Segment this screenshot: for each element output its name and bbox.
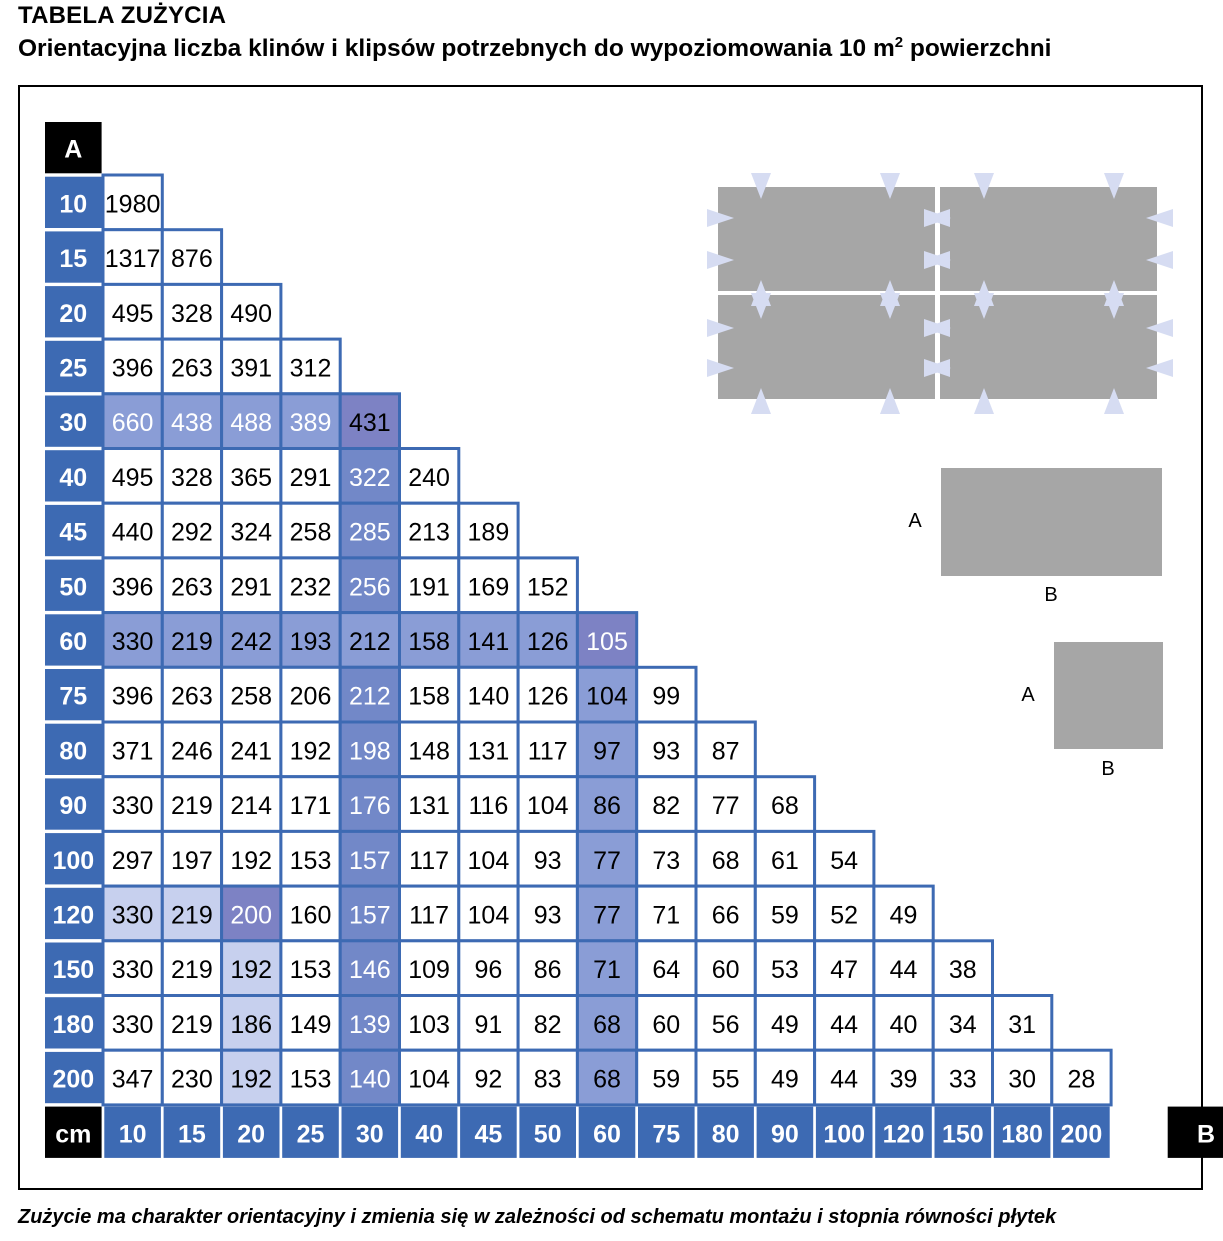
- column-header-label: 25: [296, 1120, 325, 1149]
- data-value: 86: [593, 792, 621, 821]
- data-value: 139: [348, 1010, 391, 1039]
- column-header-label: 40: [415, 1120, 444, 1149]
- column-header-label: 100: [823, 1120, 866, 1149]
- diagram-label-a: A: [908, 510, 922, 532]
- subtitle-main: Orientacyjna liczba klinów i klipsów potrzebnych do wypoziomowania 10 m: [18, 35, 895, 63]
- data-value: 44: [889, 956, 918, 985]
- data-value: 153: [289, 846, 332, 875]
- data-value: 87: [711, 737, 740, 766]
- row-header-label: 15: [59, 245, 88, 274]
- data-value: 104: [467, 846, 510, 875]
- data-value: 55: [711, 1065, 740, 1094]
- data-value: 44: [830, 1010, 859, 1039]
- data-value: 40: [889, 1010, 918, 1039]
- data-value: 312: [289, 354, 332, 383]
- column-header-label: 15: [177, 1120, 206, 1149]
- data-value: 68: [593, 1065, 621, 1094]
- data-value: 97: [593, 737, 621, 766]
- data-value: 157: [348, 846, 391, 875]
- data-value: 219: [171, 792, 213, 821]
- data-value: 438: [171, 409, 213, 438]
- row-header-label: 75: [59, 682, 88, 711]
- data-value: 109: [408, 956, 450, 985]
- tile: [940, 187, 1157, 291]
- data-value: 330: [111, 956, 154, 985]
- data-value: 328: [171, 299, 213, 328]
- row-header-label: 40: [59, 463, 88, 492]
- data-value: 61: [770, 846, 799, 875]
- data-value: 140: [348, 1065, 391, 1094]
- data-value: 371: [111, 737, 154, 766]
- row-header-label: 20: [59, 299, 88, 328]
- data-value: 347: [111, 1065, 154, 1094]
- data-value: 396: [111, 354, 154, 383]
- data-value: 140: [467, 682, 510, 711]
- data-value: 488: [230, 409, 273, 438]
- column-header-label: 180: [1001, 1120, 1043, 1149]
- data-value: 230: [171, 1065, 213, 1094]
- column-header-label: 20: [237, 1120, 266, 1149]
- data-value: 117: [409, 846, 450, 875]
- data-value: 59: [652, 1065, 681, 1094]
- row-header-label: 120: [52, 901, 95, 930]
- tile-diagram: [707, 173, 1173, 780]
- data-value: 71: [652, 901, 681, 930]
- data-value: 66: [711, 901, 740, 930]
- data-value: 197: [171, 846, 213, 875]
- column-header-label: 10: [118, 1120, 147, 1149]
- data-value: 495: [111, 299, 154, 328]
- square-tile-shape: [1054, 642, 1163, 749]
- data-value: 219: [171, 1010, 213, 1039]
- data-value: 54: [830, 846, 859, 875]
- data-value: 53: [770, 956, 799, 985]
- data-value: 285: [348, 518, 391, 547]
- data-value: 214: [230, 792, 273, 821]
- data-value: 104: [586, 682, 628, 711]
- data-value: 263: [171, 573, 213, 602]
- data-value: 330: [111, 792, 154, 821]
- data-value: 191: [408, 573, 450, 602]
- data-value: 86: [533, 956, 562, 985]
- data-value: 200: [230, 901, 273, 930]
- data-value: 176: [348, 792, 391, 821]
- data-value: 330: [111, 627, 154, 656]
- data-value: 152: [526, 573, 569, 602]
- data-value: 324: [230, 518, 273, 547]
- data-value: 28: [1067, 1065, 1096, 1094]
- data-value: 157: [348, 901, 391, 930]
- column-header-label: 90: [770, 1120, 799, 1149]
- data-value: 60: [652, 1010, 681, 1039]
- data-value: 219: [171, 627, 213, 656]
- data-value: 33: [948, 1065, 977, 1094]
- data-value: 39: [889, 1065, 918, 1094]
- rectangular-tile-shape: [941, 468, 1162, 576]
- data-value: 49: [770, 1010, 799, 1039]
- column-header-label: 75: [652, 1120, 681, 1149]
- row-header-label: 200: [52, 1065, 95, 1094]
- footnote: Zużycie ma charakter orientacyjny i zmienia się w zależności od schematu montażu i stopnia równości płytek: [18, 1206, 1057, 1228]
- data-value: 158: [408, 627, 450, 656]
- data-value: 131: [467, 737, 510, 766]
- data-value: 391: [230, 354, 273, 383]
- column-header-label: 200: [1060, 1120, 1103, 1149]
- data-value: 141: [467, 627, 510, 656]
- data-value: 291: [289, 463, 332, 492]
- data-value: 440: [111, 518, 154, 547]
- data-value: 160: [289, 901, 332, 930]
- data-value: 68: [593, 1010, 621, 1039]
- data-value: 192: [230, 956, 273, 985]
- corner-unit-label: cm: [55, 1120, 92, 1149]
- data-value: 44: [830, 1065, 859, 1094]
- data-value: 153: [289, 956, 332, 985]
- data-value: 56: [711, 1010, 740, 1039]
- data-value: 126: [526, 627, 569, 656]
- data-value: 263: [171, 354, 213, 383]
- data-value: 389: [289, 409, 332, 438]
- data-value: 52: [830, 901, 859, 930]
- data-value: 212: [348, 627, 391, 656]
- column-header-label: 60: [593, 1120, 621, 1149]
- data-value: 232: [289, 573, 332, 602]
- row-header-label: 25: [59, 354, 88, 383]
- data-value: 158: [408, 682, 450, 711]
- row-header-label: 45: [59, 518, 88, 547]
- data-value: 59: [770, 901, 799, 930]
- data-value: 146: [348, 956, 391, 985]
- data-value: 77: [593, 846, 621, 875]
- data-value: 116: [468, 792, 509, 821]
- data-value: 68: [770, 792, 799, 821]
- data-value: 198: [348, 737, 391, 766]
- data-value: 328: [171, 463, 213, 492]
- row-header-label: 80: [59, 737, 88, 766]
- diagram-label-a-square: A: [1021, 684, 1035, 706]
- data-value: 192: [230, 846, 273, 875]
- diagram-label-b: B: [1044, 584, 1058, 606]
- data-value: 292: [171, 518, 213, 547]
- data-value: 206: [289, 682, 332, 711]
- row-header-label: 180: [52, 1010, 95, 1039]
- tile: [940, 295, 1157, 399]
- subtitle-tail: powierzchni: [903, 35, 1052, 63]
- data-value: 241: [230, 737, 273, 766]
- data-value: 322: [348, 463, 391, 492]
- data-value: 82: [652, 792, 681, 821]
- data-value: 365: [230, 463, 273, 492]
- data-value: 60: [711, 956, 740, 985]
- data-value: 171: [289, 792, 332, 821]
- data-value: 148: [408, 737, 450, 766]
- row-header-label: 60: [59, 627, 88, 656]
- data-value: 490: [230, 299, 273, 328]
- data-value: 219: [171, 901, 213, 930]
- column-header-label: 30: [355, 1120, 384, 1149]
- row-header-label: 100: [52, 846, 95, 875]
- data-value: 91: [474, 1010, 503, 1039]
- data-value: 49: [770, 1065, 799, 1094]
- data-value: 219: [171, 956, 213, 985]
- row-header-label: 10: [59, 190, 88, 219]
- data-value: 876: [171, 245, 213, 274]
- data-value: 92: [474, 1065, 503, 1094]
- data-value: 330: [111, 1010, 154, 1039]
- data-value: 212: [348, 682, 391, 711]
- corner-b-label: B: [1196, 1120, 1216, 1149]
- data-value: 68: [711, 846, 740, 875]
- data-value: 240: [408, 463, 450, 492]
- data-value: 93: [652, 737, 681, 766]
- data-value: 103: [408, 1010, 450, 1039]
- data-value: 193: [289, 627, 332, 656]
- data-value: 99: [652, 682, 681, 711]
- data-value: 64: [652, 956, 681, 985]
- column-header-label: 80: [711, 1120, 740, 1149]
- data-value: 82: [533, 1010, 562, 1039]
- data-value: 1980: [104, 190, 161, 219]
- data-value: 263: [171, 682, 213, 711]
- corner-a-label: A: [64, 135, 83, 164]
- data-value: 189: [467, 518, 510, 547]
- data-value: 192: [289, 737, 332, 766]
- data-value: 495: [111, 463, 154, 492]
- data-value: 330: [111, 901, 154, 930]
- data-value: 291: [230, 573, 273, 602]
- data-value: 431: [348, 409, 391, 438]
- data-value: 660: [111, 409, 154, 438]
- data-value: 30: [1008, 1065, 1037, 1094]
- data-value: 31: [1008, 1010, 1037, 1039]
- data-value: 83: [533, 1065, 562, 1094]
- data-value: 93: [533, 846, 562, 875]
- data-value: 256: [348, 573, 391, 602]
- data-value: 73: [652, 846, 681, 875]
- tile: [718, 295, 935, 399]
- data-value: 93: [533, 901, 562, 930]
- data-value: 77: [593, 901, 621, 930]
- row-header-label: 50: [59, 573, 88, 602]
- row-header-label: 30: [59, 409, 88, 438]
- data-value: 131: [408, 792, 450, 821]
- row-header-label: 150: [52, 956, 95, 985]
- data-value: 117: [527, 737, 568, 766]
- diagram-label-b-square: B: [1101, 758, 1115, 780]
- data-value: 96: [474, 956, 503, 985]
- tile: [718, 187, 935, 291]
- data-value: 49: [889, 901, 918, 930]
- data-value: 149: [289, 1010, 332, 1039]
- data-value: 47: [830, 956, 859, 985]
- data-value: 186: [230, 1010, 273, 1039]
- data-value: 104: [526, 792, 569, 821]
- data-value: 38: [948, 956, 977, 985]
- data-value: 71: [593, 956, 621, 985]
- data-value: 104: [408, 1065, 450, 1094]
- data-value: 297: [111, 846, 154, 875]
- data-value: 1317: [104, 245, 161, 274]
- page-title: TABELA ZUŻYCIA: [18, 2, 227, 29]
- column-header-label: 45: [474, 1120, 503, 1149]
- data-value: 104: [467, 901, 510, 930]
- column-header-label: 50: [533, 1120, 562, 1149]
- data-value: 258: [289, 518, 332, 547]
- subtitle-superscript: 2: [894, 34, 904, 51]
- data-value: 117: [409, 901, 450, 930]
- data-value: 169: [467, 573, 510, 602]
- row-header-label: 90: [59, 792, 88, 821]
- data-value: 77: [711, 792, 740, 821]
- data-value: 126: [526, 682, 569, 711]
- column-header-label: 120: [882, 1120, 925, 1149]
- data-value: 105: [586, 627, 628, 656]
- column-header-label: 150: [941, 1120, 984, 1149]
- data-value: 396: [111, 573, 154, 602]
- data-value: 246: [171, 737, 213, 766]
- data-value: 192: [230, 1065, 273, 1094]
- data-value: 34: [948, 1010, 977, 1039]
- data-value: 396: [111, 682, 154, 711]
- data-value: 213: [408, 518, 450, 547]
- data-value: 258: [230, 682, 273, 711]
- data-value: 242: [230, 627, 273, 656]
- data-value: 153: [289, 1065, 332, 1094]
